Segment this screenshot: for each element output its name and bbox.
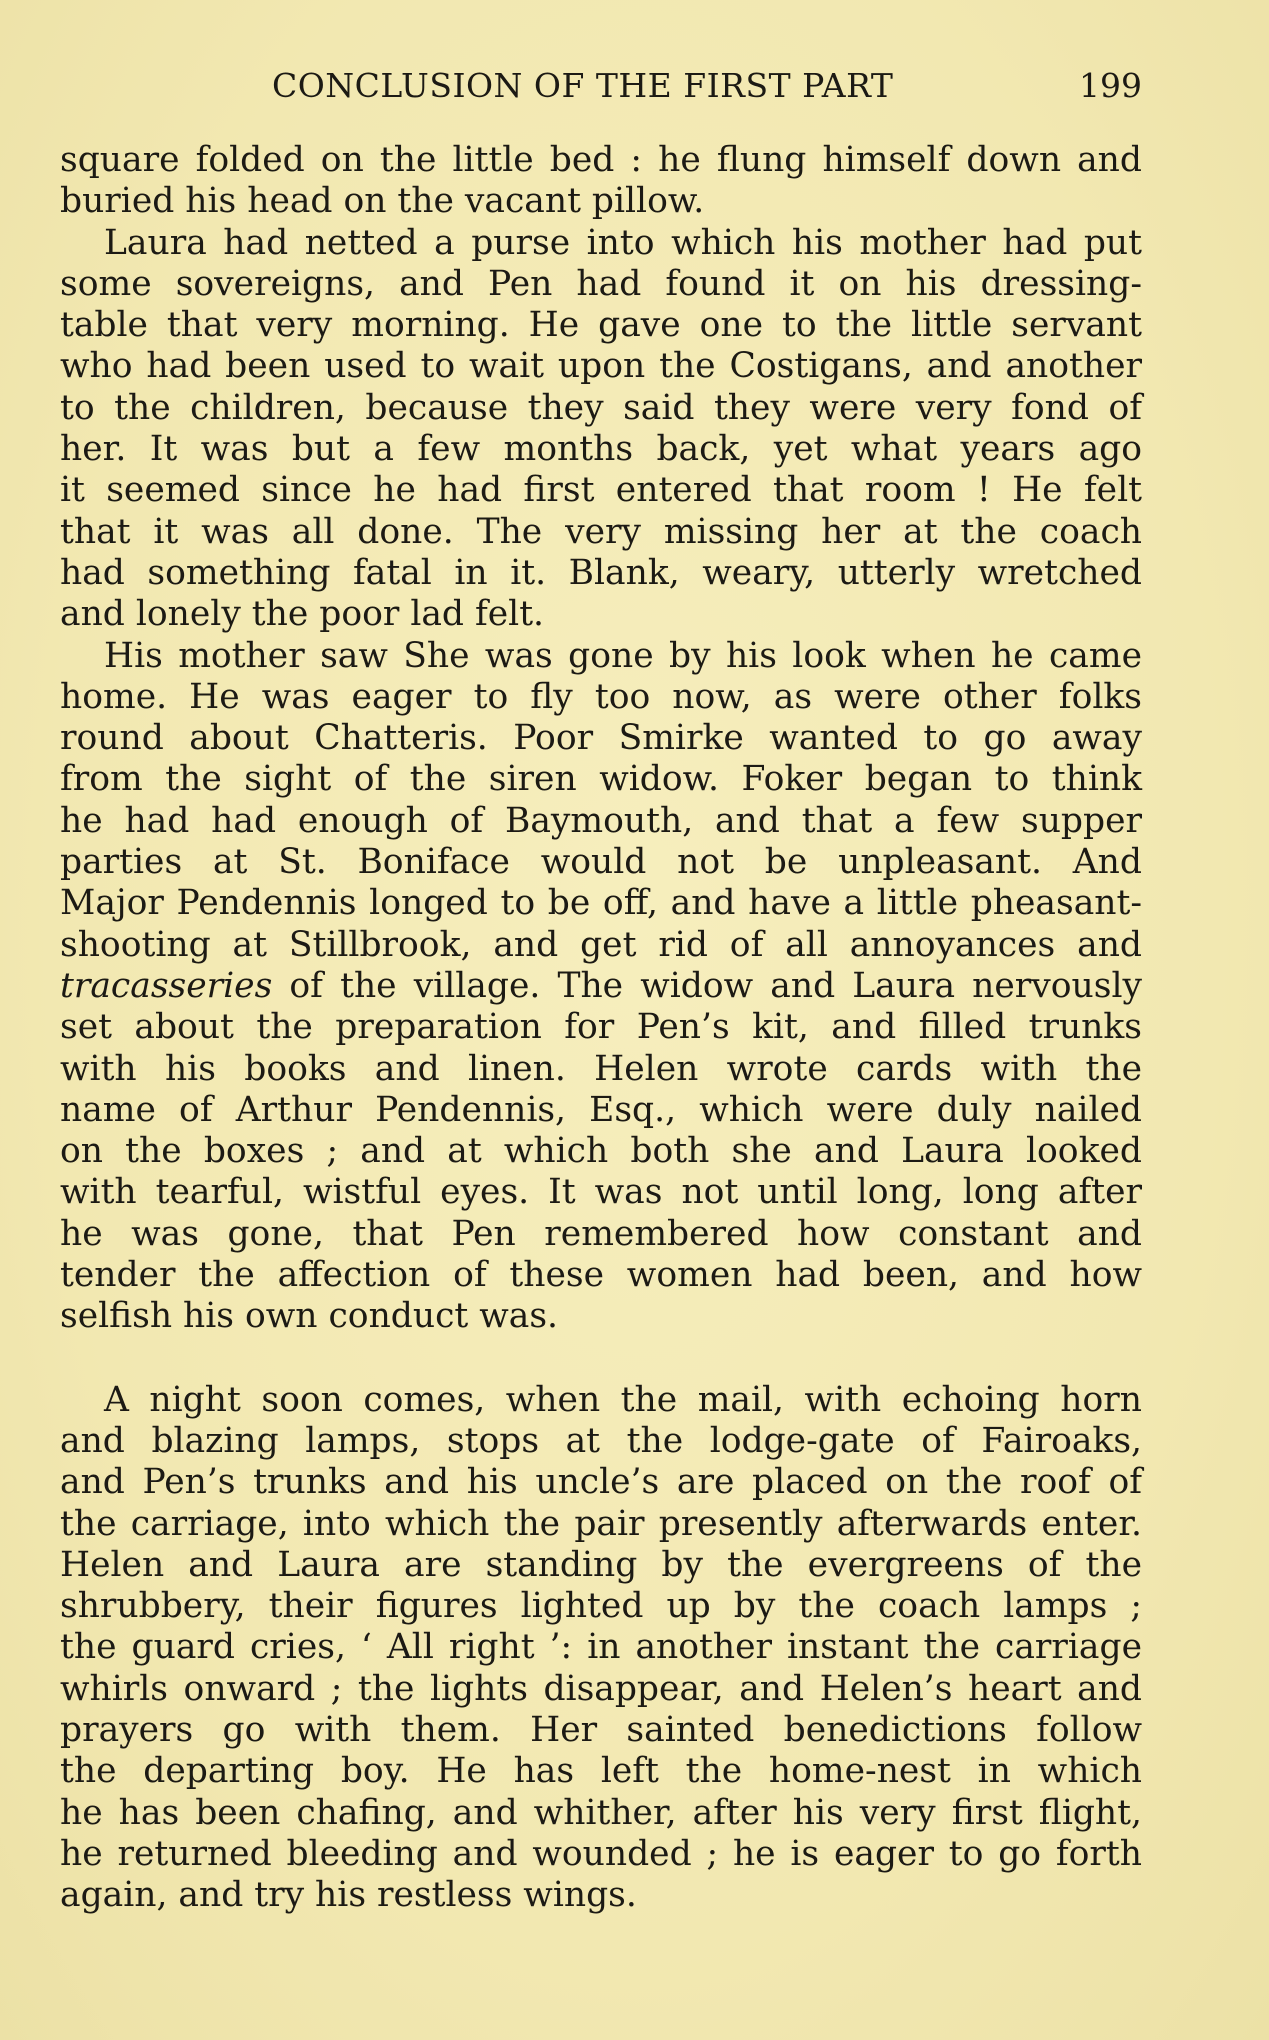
text-line: selfish his own conduct was. (60, 1296, 559, 1337)
text-line: set about the preparation for Pen’s kit, and filled trunks (60, 1007, 1142, 1048)
paragraph-2 (60, 223, 1142, 636)
text-line: some sovereigns, and Pen had found it on his dressing- (60, 263, 1142, 304)
text-line: His mother saw She was gone by his look when he came (104, 635, 1142, 676)
text-line: with tearful, wistful eyes. It was not until long, long after (60, 1172, 1142, 1213)
text-line: square folded on the little bed : he flung himself down and (60, 140, 1142, 180)
text-line: he has been chafing, and whither, after his very first flight, (60, 1792, 1142, 1833)
text-line: Major Pendennis longed to be off, and have a little pheasant- (60, 883, 1142, 924)
text-line: table that very morning. He gave one to the little servant (60, 305, 1142, 346)
text-line: it seemed since he had first entered that room ! He felt (60, 470, 1142, 511)
text-line: and blazing lamps, stops at the lodge-gate of Fairoaks, (60, 1420, 1142, 1461)
text-line: he returned bleeding and wounded ; he is eager to go forth (60, 1833, 1142, 1874)
text-line: with his books and linen. Helen wrote cards with the (60, 1048, 1142, 1089)
paragraph-1 (60, 140, 1142, 223)
text-line: the carriage, into which the pair presently afterwards enter. (60, 1503, 1142, 1544)
text-line: tender the affection of these women had been, and how (60, 1255, 1142, 1296)
text-line: name of Arthur Pendennis, Esq., which were duly nailed (60, 1089, 1142, 1130)
text-line: and lonely the poor lad felt. (60, 594, 545, 635)
text-line: he was gone, that Pen remembered how constant and (60, 1213, 1142, 1254)
text-line: had something fatal in it. Blank, weary, utterly wretched (60, 552, 1142, 593)
text-line: from the sight of the siren widow. Foker began to think (60, 759, 1142, 800)
page-number: 199 (1079, 66, 1142, 105)
running-title: CONCLUSION OF THE FIRST PART (272, 66, 894, 105)
text-line: home. He was eager to fly too now, as were other folks (60, 676, 1142, 717)
text-line: shooting at Stillbrook, and get rid of all annoyances and (60, 924, 1142, 965)
paragraph-4 (60, 1380, 1142, 1917)
text-line: whirls onward ; the lights disappear, and Helen’s heart and (60, 1668, 1142, 1709)
text-line: round about Chatteris. Poor Smirke wanted to go away (60, 718, 1142, 759)
text-line-italic (60, 966, 1142, 1007)
line-remainder: of the village. The widow and Laura nervously (272, 965, 1142, 1006)
running-head (60, 66, 1142, 110)
body-text (60, 140, 1142, 1916)
text-line: to the children, because they said they were very fond of (60, 387, 1142, 428)
text-line: the departing boy. He has left the home-nest in which (60, 1751, 1142, 1792)
text-line: Helen and Laura are standing by the evergreens of the (60, 1544, 1142, 1585)
text-line: the guard cries, ‘ All right ’: in another instant the carriage (60, 1627, 1142, 1668)
text-line: her. It was but a few months back, yet what years ago (60, 429, 1142, 470)
text-line: and Pen’s trunks and his uncle’s are placed on the roof of (60, 1462, 1142, 1503)
text-line: Laura had netted a purse into which his mother had put (104, 222, 1142, 263)
italic-word: tracasseries (60, 965, 273, 1006)
text-line: that it was all done. The very missing her at the coach (60, 511, 1142, 552)
text-line: he had had enough of Baymouth, and that a few supper (60, 800, 1142, 841)
paragraph-3 (60, 636, 1142, 1338)
text-line: A night soon comes, when the mail, with echoing horn (104, 1379, 1142, 1420)
text-line: parties at St. Boniface would not be unpleasant. And (60, 842, 1142, 883)
text-line: on the boxes ; and at which both she and Laura looked (60, 1131, 1142, 1172)
text-line: again, and try his restless wings. (60, 1875, 637, 1916)
text-line: prayers go with them. Her sainted benedictions follow (60, 1709, 1142, 1750)
text-line: who had been used to wait upon the Costigans, and another (60, 346, 1142, 387)
text-line: shrubbery, their figures lighted up by the coach lamps ; (60, 1586, 1142, 1627)
text-line: buried his head on the vacant pillow. (60, 181, 705, 222)
